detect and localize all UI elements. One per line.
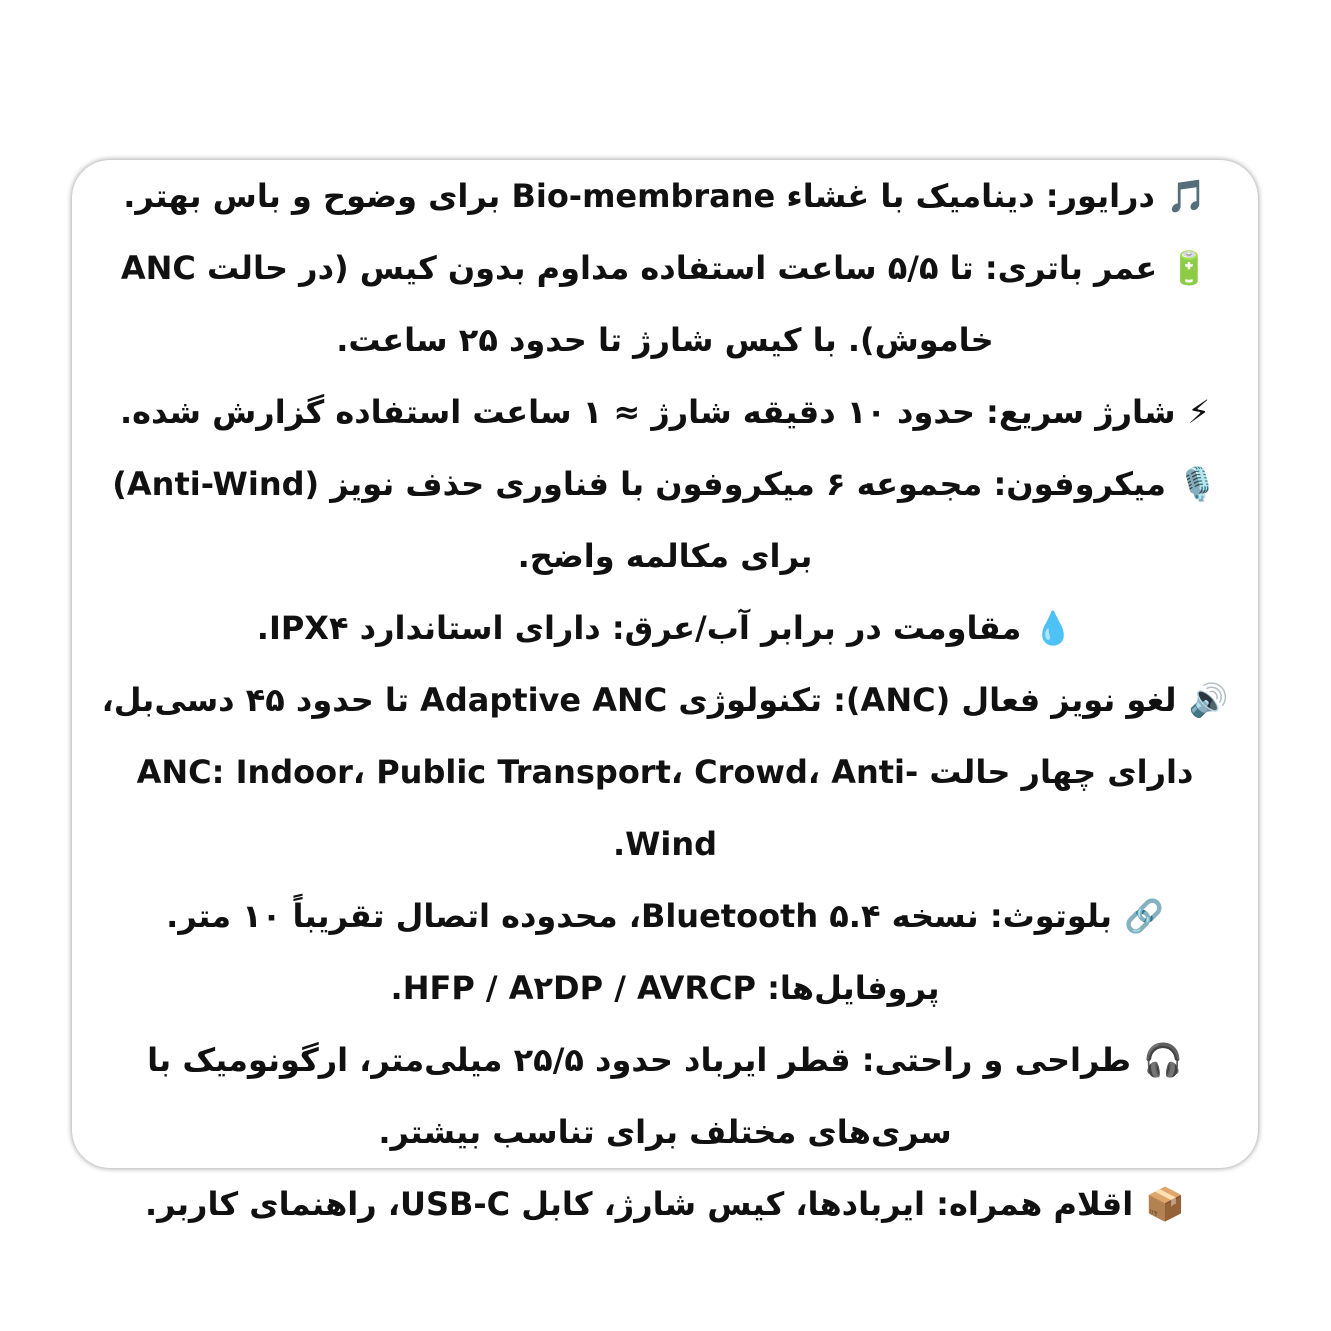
spec-text: اقلام همراه: ایربادها، کیس شارژ، کابل USB-C، راهنمای کاربر. [144, 1185, 1134, 1223]
spec-item-anc [94, 664, 1236, 880]
spec-item-design [94, 1024, 1236, 1168]
lightning-icon: ⚡ [1187, 393, 1210, 431]
headphones-icon: 🎧 [1143, 1041, 1183, 1079]
spec-text: طراحی و راحتی: قطر ایرباد حدود ۲۵/۵ میلی‌متر، ارگونومیک با سری‌های مختلف برای تناسب بیشتر. [147, 1041, 1132, 1151]
link-icon: 🔗 [1123, 897, 1164, 935]
spec-item-bluetooth [94, 880, 1236, 1024]
battery-icon: 🔋 [1169, 249, 1210, 287]
spec-item-driver [94, 160, 1236, 232]
spec-text: بلوتوث: نسخه Bluetooth ۵.۴، محدوده اتصال تقریباً ۱۰ متر. پروفایل‌ها: HFP / A۲DP / AVRCP. [166, 897, 1112, 1007]
spec-text: لغو نویز فعال (ANC): تکنولوژی Adaptive ANC تا حدود ۴۵ دسی‌بل، دارای چهار حالت ANC: Indoor، Public Transport، Crowd، Anti-Wind. [101, 681, 1194, 863]
microphone-icon: 🎙️ [1177, 465, 1218, 503]
spec-text: مقاومت در برابر آب/عرق: دارای استاندارد IPX۴. [256, 609, 1022, 647]
spec-item-microphone [94, 448, 1236, 592]
spec-item-fast-charge [94, 376, 1236, 448]
spec-text: شارژ سریع: حدود ۱۰ دقیقه شارژ ≈ ۱ ساعت استفاده گزارش شده. [120, 393, 1176, 431]
water-drop-icon: 💧 [1033, 609, 1074, 647]
musical-note-icon: 🎵 [1166, 177, 1207, 215]
spec-text: درایور: دینامیک با غشاء Bio-membrane برای وضوح و باس بهتر. [123, 177, 1155, 215]
spec-item-package [94, 1168, 1236, 1240]
spec-item-battery [94, 232, 1236, 376]
spec-text: عمر باتری: تا ۵/۵ ساعت استفاده مداوم بدون کیس (در حالت ANC خاموش). با کیس شارژ تا حدود ۲۵ ساعت. [120, 249, 1158, 359]
spec-card [72, 160, 1258, 1223]
package-icon: 📦 [1145, 1185, 1186, 1223]
spec-text: میکروفون: مجموعه ۶ میکروفون با فناوری حذف نویز (Anti-Wind) برای مکالمه واضح. [112, 465, 1166, 575]
speaker-icon: 🔊 [1188, 681, 1229, 719]
spec-item-water-resistance [94, 592, 1236, 664]
